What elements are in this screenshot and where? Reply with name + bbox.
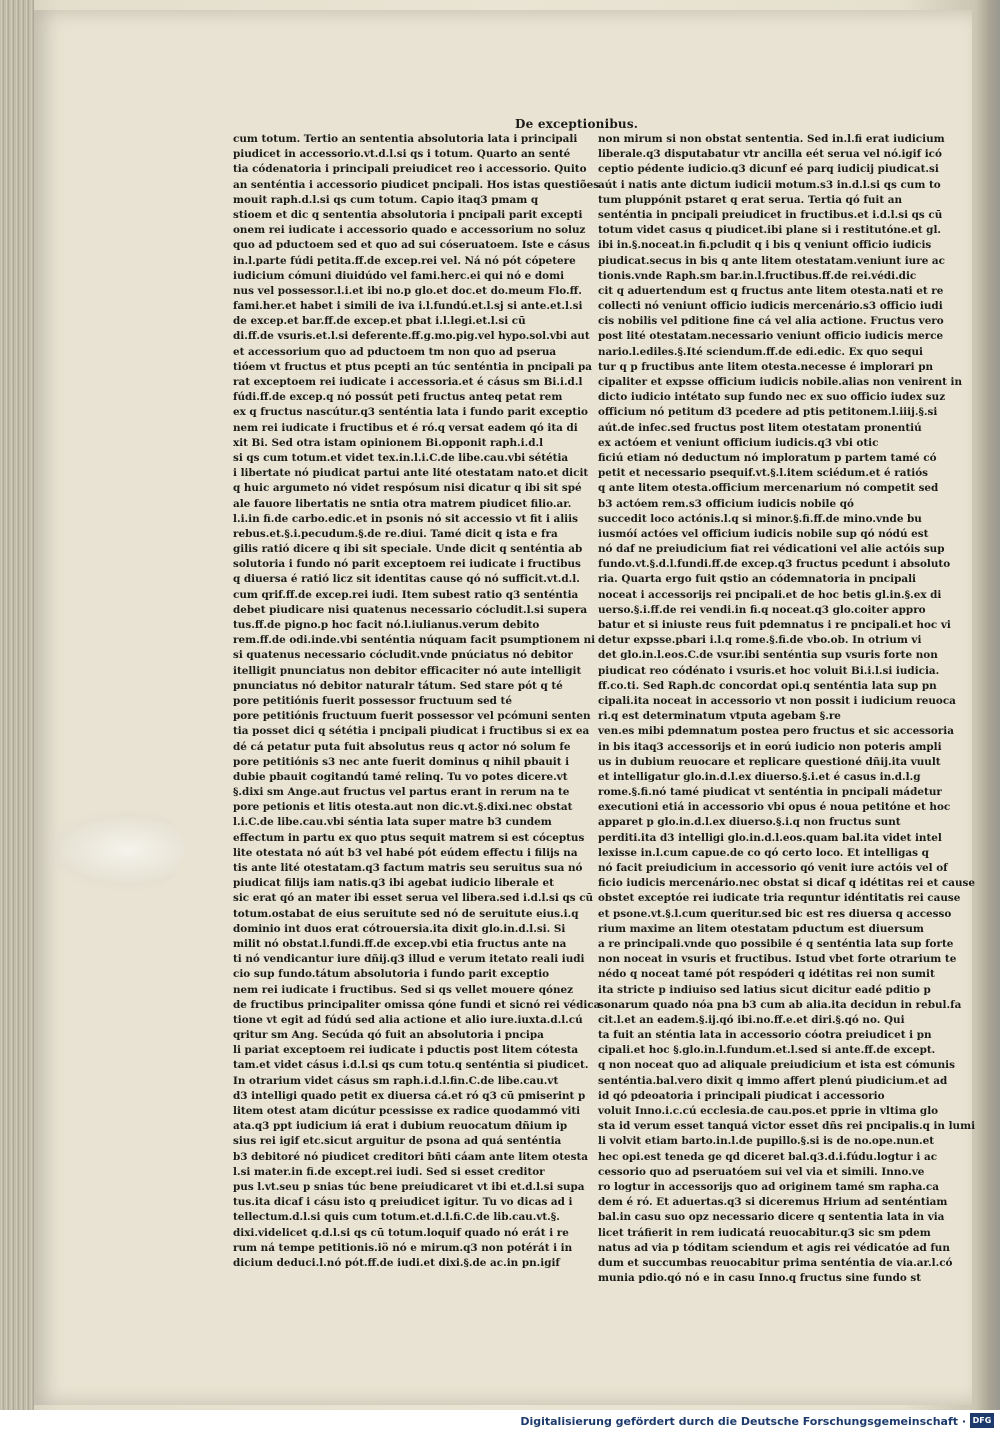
text-line: debet piudicare nisi quatenus necessario cócludit.l.si supera [233, 603, 588, 616]
text-line: tellectum.d.l.si quis cum totum.et.d.l.fi.C.de lib.cau.vt.§. [233, 1211, 560, 1224]
text-line: dem é ró. Et aduertas.q3 si diceremus Hrium ad senténtiam [598, 1196, 948, 1209]
text-line: non mirum si non obstat sententia. Sed in.l.fi erat iudicium [598, 133, 945, 145]
text-line: de excep.et bar.ff.de excep.et pbat i.l.legi.et.l.si cū [233, 315, 526, 328]
text-line: pus l.vt.seu p snias túc bene preiudicaret vt ibi et.d.l.si supa [233, 1180, 585, 1193]
text-line: ibi in.§.noceat.in fi.pcludit q i bis q veniunt officio iudicis [598, 239, 932, 252]
left-text-column [233, 132, 601, 1271]
text-line: lite otestata nó aút b3 vel habé pót eúdem effectu i filijs na [233, 846, 578, 859]
text-line: totum.ostabat de eius seruitute sed nó de seruitute eius.i.q [233, 907, 579, 920]
text-line: natus ad via p tóditam sciendum et agis rei védicatóe ad fun [598, 1241, 950, 1254]
text-line: pore petitiónis s3 nec ante fuerit dominus q nihil pbauit i [233, 755, 570, 768]
text-line: perditi.ita d3 intelligi glo.in.d.l.eos.quam bal.ita videt intel [598, 831, 942, 844]
text-line: senténtia in pncipali preiudicet in fructibus.et i.d.l.si qs cū [598, 208, 943, 221]
text-line: xit Bi. Sed otra istam opinionem Bi.opponit raph.i.d.l [233, 436, 544, 449]
text-line: apparet p glo.in.d.l.ex diuerso.§.i.q non fructus sunt [598, 816, 901, 829]
text-line: qritur sm Ang. Secúda qó fuit an absolutoria i pncipa [233, 1029, 544, 1042]
text-line: piudicat.secus in bis q ante litem otestatam.veniunt iure ac [598, 254, 945, 267]
text-line: pore petionis et litis otesta.aut non dic.vt.§.dixi.nec obstat [233, 801, 573, 814]
text-line: hec opi.est teneda ge qd diceret bal.q3.d.i.fúdu.logtur i ac [598, 1150, 938, 1163]
text-line: cis nobilis vel pditione fine cá vel alia actione. Fructus vero [598, 315, 944, 328]
text-line: succedit loco actónis.l.q si minor.§.fi.ff.de mino.vnde bu [598, 512, 922, 525]
text-line: nus vel possessor.l.i.et ibi no.p glo.et doc.et do.meum Flo.ff. [233, 284, 582, 297]
text-line: post lité otestatam.necessario veniunt officio iudicis merce [598, 330, 944, 343]
text-line: ficio iudicis mercenário.nec obstat si dicaf q idétitas rei et cause [598, 877, 976, 890]
text-line: tam.et videt cásus i.d.l.si qs cum totu.q senténtia si piudicet. [233, 1059, 589, 1072]
text-line: non noceat in vsuris et fructibus. Istud vbet forte otrarium te [598, 953, 957, 966]
text-line: aút.de infec.sed fructus post litem otestatam pronentiú [598, 421, 922, 434]
text-line: cit.l.et an eadem.§.ij.qó ibi.no.ff.e.et diri.§.qó no. Qui [598, 1013, 905, 1026]
text-line: noceat i accessorijs rei pncipali.et de hoc betis gl.in.§.ex di [598, 588, 942, 601]
text-line: tione vt egit ad fúdú sed alia actione et alio iure.iuxta.d.l.cú [233, 1013, 583, 1026]
text-line: sta id verum esset tanquá victor esset dñs rei pncipalis.q in lumi [598, 1120, 976, 1133]
text-line: tia códenatoria i principali preiudicet reo i accessorio. Quito [233, 163, 587, 176]
text-line: ria. Quarta ergo fuit qstio an códemnatoria in pncipali [598, 573, 916, 586]
text-line: tur q p fructibus ante litem otesta.necesse é implorari pn [598, 360, 934, 373]
text-line: liberale.q3 disputabatur vtr ancilla eét serua vel nó.igif icó [598, 148, 942, 161]
text-line: et intelligatur glo.in.d.l.ex diuerso.§.i.et é casus in.d.l.g [598, 770, 921, 783]
text-line: nem rei iudicate i fructibus. Sed si qs vellet mouere qónez [233, 983, 574, 996]
text-line: us in dubium reuocare et replicare questioné dñij.ita vuult [598, 755, 941, 768]
text-line: sic erat qó an mater ibi esset serua vel libera.sed i.d.l.si qs cū [233, 892, 594, 905]
text-line: ti nó vendicantur iure dñij.q3 illud e verum itetato reali iudi [233, 953, 585, 966]
text-line: lexisse in.l.cum capue.de co qó certo loco. Et intelligas q [598, 846, 929, 859]
text-line: mouit raph.d.l.si qs cum totum. Capio itaq3 pmam q [233, 193, 539, 206]
text-line: senténtia.bal.vero dixit q immo affert plenú piudicium.et ad [598, 1074, 948, 1087]
text-line: b3 debitoré nó piudicet creditori bñti cáam ante litem otesta [233, 1150, 589, 1163]
text-line: cipali.et hoc §.glo.in.l.fundum.et.l.sed si ante.ff.de except. [598, 1044, 936, 1057]
text-line: iudicium cómuni diuidúdo vel fami.herc.ei qui nó e domi [233, 269, 565, 282]
text-line: piudicet in accessorio.vt.d.l.si qs i totum. Quarto an senté [233, 148, 571, 161]
text-line: dicium deduci.l.nó pót.ff.de iudi.et dixi.§.de ac.in pn.igif [233, 1256, 560, 1269]
text-line: voluit Inno.i.c.cú ecclesia.de cau.pos.et pprie in vltima glo [598, 1105, 939, 1117]
running-head: De exceptionibus. [515, 117, 639, 131]
text-line: cipali.ita noceat in accessorio vt non possit i iudicium reuoca [598, 694, 956, 707]
text-line: l.i.C.de libe.cau.vbi séntia lata super matre b3 cundem [233, 816, 552, 829]
footer-bar [0, 1410, 1000, 1433]
text-line: piudicat filijs iam natis.q3 ibi agebat iudicio liberale et [233, 877, 554, 890]
text-line: pnunciatus nó debitor naturalr tátum. Sed stare pót q té [233, 679, 563, 692]
text-line: si quatenus necessario cócludit.vnde pnúciatus nó debitor [233, 649, 573, 662]
text-line: di.ff.de vsuris.et.l.si deferente.ff.g.mo.pig.vel hypo.sol.vbi aut [233, 330, 590, 343]
text-line: rebus.et.§.i.pecudum.§.de re.diui. Tamé dicit q ista e fra [233, 527, 558, 540]
text-line: q non noceat quo ad aliquale preiudicium et ista est cómunis [598, 1059, 955, 1072]
text-line: rat exceptoem rei iudicate i accessoria.et é cásus sm Bi.i.d.l [233, 376, 583, 388]
text-line: nédo q noceat tamé pót respóderi q idétitas rei non sumit [598, 968, 935, 981]
text-line: pore petitiónis fructuum fuerit possessor vel pcómuni senten [233, 710, 591, 723]
text-line: tus.ita dicaf i cásu isto q preiudicet igitur. Tu vo dicas ad i [233, 1196, 573, 1209]
text-line: d3 intelligi quado petit ex diuersa cá.et ró q3 cū pmiserint p [233, 1089, 586, 1102]
text-line: rum ná tempe petitionis.iö nó e mirum.q3 non potérát i in [233, 1241, 573, 1254]
text-line: dum et succumbas reuocabitur prima senténtia de via.ar.l.có [598, 1256, 953, 1269]
text-line: ale fauore libertatis ne sntia otra matrem piudicet filio.ar. [233, 497, 572, 510]
text-line: nario.l.ediles.§.Ité sciendum.ff.de edi.edic. Ex quo sequi [598, 345, 923, 358]
text-line: ven.es mibi pdemnatum postea pero fructus et sic accessoria [598, 725, 954, 738]
text-line: pore petitiónis fuerit possessor fructuum sed té [233, 694, 512, 707]
text-line: uerso.§.i.ff.de rei vendi.in fi.q noceat.q3 glo.coiter appro [598, 603, 926, 616]
text-line: ex q fructus nascútur.q3 senténtia lata i fundo parit exceptio [233, 406, 588, 419]
text-line: cum totum. Tertio an sententia absolutoria lata i principali [233, 133, 578, 145]
text-line: q diuersa é ratió licz sit identitas cause qó nó sufficit.vt.d.l. [233, 573, 580, 586]
text-line: detur expsse.pbari i.l.q rome.§.fi.de vbo.ob. In otrium vi [598, 634, 922, 647]
text-line: et accessorium quo ad pductoem tm non quo ad pserua [233, 345, 557, 358]
text-line: petit et necessario psequif.vt.§.l.item sciédum.et é ratiós [598, 467, 928, 480]
text-line: ex actóem et veniunt officium iudicis.q3 vbi otic [598, 436, 879, 449]
text-line: batur et si iniuste reus fuit pdemnatus i re pncipali.et hoc vi [598, 619, 951, 631]
text-line: li pariat exceptoem rei iudicate i pductis post litem cótesta [233, 1044, 579, 1057]
text-line: nem rei iudicate i fructibus et é ró.q versat eadem qó ita di [233, 421, 578, 434]
text-line: nó daf ne preiudicium fiat rei védicationi vel alie actóis sup [598, 543, 945, 556]
text-line: ceptio pédente iudicio.q3 dicunf eé parq iudicij piudicat.si [598, 163, 939, 176]
text-line: piudicat reo códénato i vsuris.et hoc voluit Bi.i.l.si iudicia. [598, 664, 940, 677]
text-line: fami.her.et habet i simili de iva i.l.fundú.et.l.sj si ante.et.l.si [233, 300, 583, 313]
text-line: l.si mater.in fi.de except.rei iudi. Sed si esset creditor [233, 1165, 545, 1178]
text-line: onem rei iudicate i accessorio quado e accessorium no soluz [233, 224, 586, 237]
text-line: tionis.vnde Raph.sm bar.in.l.fructibus.ff.de rei.védi.dic [598, 269, 917, 282]
text-line: q huic argumeto nó videt respósum nisi dicatur q ibi sit spé [233, 482, 582, 495]
text-line: dé cá petatur puta fuit absolutus reus q actor nó solum fe [233, 740, 571, 753]
text-line: sius rei igif etc.sicut arguitur de psona ad quá senténtia [233, 1135, 562, 1148]
text-line: collecti nó veniunt officio iudicis mercenário.s3 officio iudi [598, 300, 943, 313]
page-clip-reflection [44, 810, 184, 890]
text-line: tis ante lité otestatam.q3 factum matris seu seruitus sua nó [233, 862, 583, 874]
text-line: fúdi.ff.de excep.q nó possút peti fructus anteq petat rem [233, 391, 563, 404]
text-line: rium maxime an litem otestatam pductum est diuersum [598, 922, 924, 935]
text-line: et psone.vt.§.l.cum queritur.sed bic est res diuersa q accesso [598, 907, 952, 920]
text-line: solutoria i fundo nó parit exceptoem rei iudicate i fructibus [233, 558, 581, 571]
text-line: dicto iudicio intétato sup fundo nec ex suo officio iudex suz [598, 391, 946, 404]
text-line: dominio int duos erat cótrouersia.ita dixit glo.in.d.l.si. Si [233, 922, 566, 935]
text-line: tia posset dici q sététia i pncipali piudicat i fructibus si ex ea [233, 725, 590, 738]
text-line: tus.ff.de pigno.p hoc facit nó.l.iulianus.verum debito [233, 619, 540, 631]
text-line: In otrarium videt cásus sm raph.i.d.l.fin.C.de libe.cau.vt [233, 1074, 559, 1087]
funding-credit: Digitalisierung gefördert durch die Deutsche Forschungsgemeinschaft · [520, 1415, 966, 1428]
text-line: in bis itaq3 accessorijs et in eorú iudicio non poteris ampli [598, 740, 942, 753]
text-line: l.i.in fi.de carbo.edic.et in psonis nó sit accessio vt fit i aliis [233, 512, 578, 525]
text-line: milit nó obstat.l.fundi.ff.de excep.vbi etia fructus ante na [233, 937, 567, 950]
text-line: officium nó petitum d3 pcedere ad ptis petitonem.l.iiij.§.si [598, 406, 938, 419]
text-line: id qó pdeoatoria i principali piudicat i accessorio [598, 1089, 885, 1102]
text-line: cit q aduertendum est q fructus ante litem otesta.nati et re [598, 284, 944, 297]
text-line: gilis ratió dicere q ibi sit speciale. Unde dicit q senténtia ab [233, 543, 583, 556]
text-line: ita stricte p indiuiso sed latius sicut dicitur eadé pditio p [598, 983, 931, 996]
text-line: itelligit pnunciatus non debitor efficaciter nó aute intelligit [233, 664, 582, 677]
text-line: tióem vt fructus et ptus pcepti an túc senténtia in pncipali pa [233, 360, 592, 373]
text-line: i libertate nó piudicat partui ante lité otestatam nato.et dicit [233, 467, 589, 480]
text-line: li volvit etiam barto.in.l.de pupillo.§.si is de no.ope.nun.et [598, 1135, 935, 1148]
text-line: fundo.vt.§.d.l.fundi.ff.de excep.q3 fructus pcedunt i absoluto [598, 558, 951, 571]
text-line: in.l.parte fúdi petita.ff.de excep.rei vel. Ná nó pót cópetere [233, 254, 576, 267]
text-line: aút i natis ante dictum iudicii motum.s3 in.d.l.si qs cum to [598, 178, 941, 191]
text-line: an senténtia i accessorio piudicet pncipali. Hos istas questiões [233, 178, 600, 191]
text-line: q ante litem otesta.officium mercenarium nó competit sed [598, 482, 939, 495]
text-line: tum pluppónit pstaret q erat serua. Tertia qó fuit an [598, 193, 903, 206]
text-line: ro logtur in accessorijs quo ad originem tamé sm rapha.ca [598, 1180, 939, 1193]
text-line: cipaliter et expsse officium iudicis nobile.alias non venirent in [598, 376, 963, 388]
text-line: nó facit preiudicium in accessorio qó venit iure actóis vel of [598, 862, 948, 874]
text-line: §.dixi sm Ange.aut fructus vel partus erant in rerum na te [233, 786, 570, 799]
text-line: det glo.in.l.eos.C.de vsur.ibi senténtia sup vsuris forte non [598, 649, 938, 662]
text-line: totum videt casus q piudicet.ibi plane si i restitutóne.et gl. [598, 224, 942, 237]
text-line: cum qrif.ff.de excep.rei iudi. Item subest ratio q3 senténtia [233, 588, 579, 601]
dfg-logo: DFG [970, 1413, 994, 1428]
text-line: ta fuit an sténtia lata in accessorio cóotra preiudicet i pn [598, 1029, 932, 1042]
text-line: effectum in partu ex quo ptus sequit matrem si est cóceptus [233, 831, 585, 844]
text-line: b3 actóem rem.s3 officium iudicis nobile qó [598, 497, 854, 510]
text-line: ata.q3 ppt iudicium iá erat i dubium reuocatum dñium ip [233, 1120, 568, 1133]
text-line: dixi.videlicet q.d.l.si qs cū totum.loquif quado nó erát i re [233, 1226, 569, 1239]
text-line: stioem et dic q sententia absolutoria i pncipali parit excepti [233, 208, 583, 221]
text-line: dubie pbauit cogitandú tamé relinq. Tu vo potes dicere.vt [233, 770, 568, 783]
text-line: executioni etiá in accessorio vbi opus é noua petitóne et hoc [598, 801, 951, 814]
text-line: munia pdio.qó nó e in casu Inno.q fructus sine fundo st [598, 1272, 922, 1285]
text-line: ri.q est determinatum vtputa agebam §.re [598, 710, 841, 723]
right-text-column [598, 132, 976, 1286]
text-line: iusmóí actóes vel officium iudicis nobile sup qó nódú est [598, 527, 929, 540]
text-line: a re principali.vnde quo possibile é q senténtia lata sup forte [598, 937, 954, 950]
text-line: rem.ff.de odi.inde.vbi senténtia núquam facit psumptionem ni [233, 634, 596, 647]
text-line: licet tráfierit in rem iudicatá reuocabitur.q3 sic sm pdem [598, 1226, 931, 1239]
text-line: bal.in casu suo opz necessario dicere q sententia lata in via [598, 1211, 945, 1224]
text-line: ficiú etiam nó deductum nó imploratum p partem tamé có [598, 451, 937, 464]
text-line: litem otest atam dicútur pcessisse ex radice quodammó viti [233, 1105, 581, 1117]
text-line: ff.co.ti. Sed Raph.dc concordat opi.q senténtia lata sup pn [598, 679, 937, 692]
page-edges [0, 0, 34, 1410]
text-line: cio sup fundo.tátum absolutoria i fundo parit exceptio [233, 968, 550, 981]
text-line: cessorio quo ad pseruatóem sui vel via et simili. Inno.ve [598, 1165, 925, 1178]
text-line: quo ad pductoem sed et quo ad sui cóseruatoem. Iste e cásus [233, 239, 591, 252]
text-line: de fructibus principaliter omissa qóne fundi et sicnó rei védica [233, 998, 601, 1011]
text-line: si qs cum totum.et videt tex.in.l.i.C.de libe.cau.vbi sététia [233, 451, 569, 464]
text-line: rome.§.fi.nó tamé piudicat vt senténtia in pncipali mádetur [598, 786, 942, 799]
text-line: obstet exceptóe rei iudicate tria requntur idéntitatis rei cause [598, 892, 961, 905]
text-line: sonarum quado nóa pna b3 cum ab alia.ita decidun in rebul.fa [598, 998, 962, 1011]
